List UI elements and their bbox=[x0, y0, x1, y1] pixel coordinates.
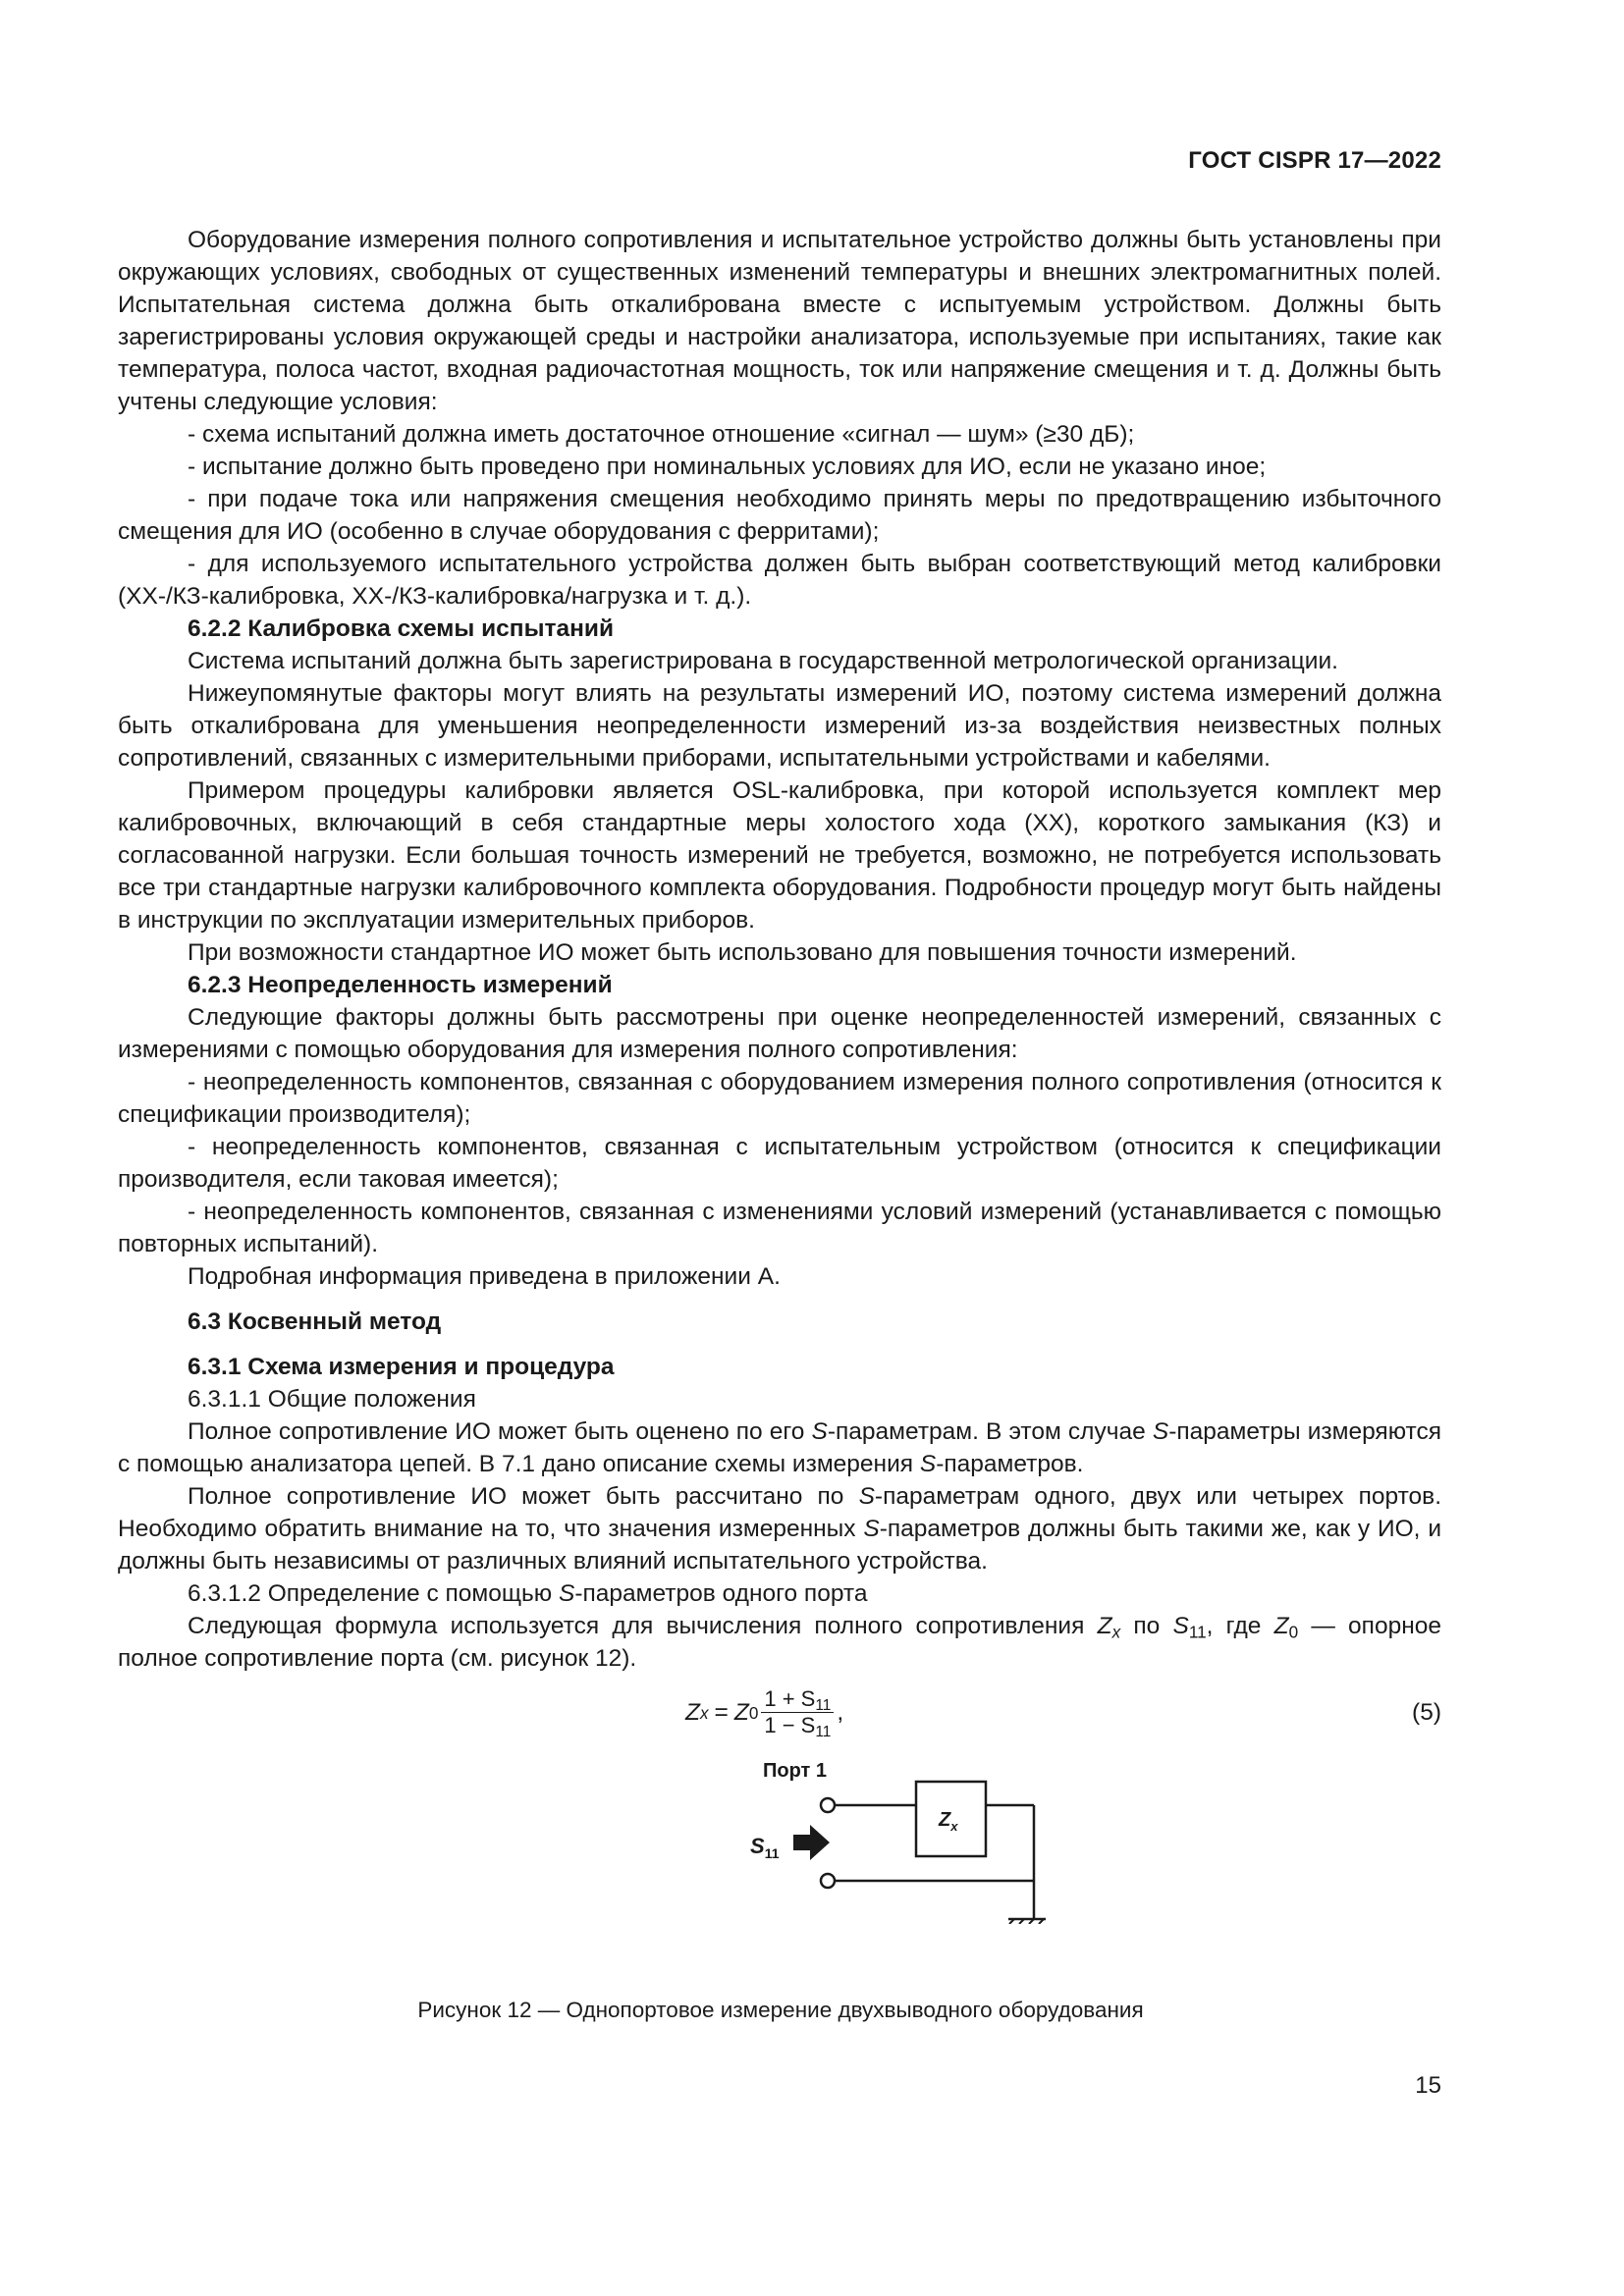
fraction: $\frac{1 + S_{11}}{1 - S_{11}}$ bbox=[761, 1686, 834, 1738]
list-item: - для используемого испытательного устройства должен быть выбран соответствующий метод калибровки (XX-/КЗ-калибровка, XX-/КЗ-калибровка/нагрузка и т. д.). bbox=[118, 551, 1441, 610]
figure-12 bbox=[118, 1747, 1441, 1924]
list-item: - неопределенность компонентов, связанная с оборудованием измерения полного сопротивления (относится к спецификации производителя); bbox=[118, 1069, 1441, 1128]
paragraph: Подробная информация приведена в приложении А. bbox=[188, 1263, 781, 1290]
equation-number: (5) bbox=[1412, 1699, 1441, 1726]
section-heading-6-2-2: 6.2.2 Калибровка схемы испытаний bbox=[188, 615, 615, 642]
figure-caption: Рисунок 12 — Однопортовое измерение двухвыводного оборудования bbox=[417, 1998, 1144, 2022]
paragraph: Нижеупомянутые факторы могут влиять на результаты измерений ИО, поэтому система измерений должна быть откалибрована для уменьшения неопределенности измерений из-за воздействия неизвестных полных сопротивлений, связанных с измерительными приборами, испытательными устройствами и кабелями. bbox=[118, 680, 1441, 772]
paragraph: Полное сопротивление ИО может быть рассчитано по S-параметрам одного, двух или четырех портов. Необходимо обратить внимание на то, что значения измеренных S-параметров должны быть такими же, как у ИО, и должны быть независимы от различных влияний испытательного устройства. bbox=[118, 1483, 1442, 1575]
document-header: ГОСТ CISPR 17—2022 bbox=[1188, 147, 1441, 174]
one-port-diagram bbox=[619, 1747, 1110, 1924]
subsection-heading-6-3-1-1: 6.3.1.1 Общие положения bbox=[188, 1386, 476, 1413]
port-terminal-lower bbox=[821, 1874, 835, 1888]
paragraph: Оборудование измерения полного сопротивления и испытательное устройство должны быть установлены при окружающих условиях, свободных от существенных изменений температуры и внешних электромагнитных полей. Испытательная система должна быть откалибрована вместе с испытуемым устройством. Должны быть зарегистрированы условия окружающей среды и настройки анализатора, используемые при испытаниях, такие как температура, полоса частот, входная радиочастотная мощность, ток или напряжение смещения и т. д. Должны быть учтены следующие условия: bbox=[118, 227, 1441, 415]
list-item: - при подаче тока или напряжения смещения необходимо принять меры по предотвращению избыточного смещения для ИО (особенно в случае оборудования с ферритами); bbox=[118, 486, 1441, 545]
port-terminal-upper bbox=[821, 1798, 835, 1812]
subsection-heading-6-3-1-2: 6.3.1.2 Определение с помощью S-параметров одного порта bbox=[188, 1580, 868, 1607]
list-item: - схема испытаний должна иметь достаточное отношение «сигнал — шум» (≥30 дБ); bbox=[188, 421, 1135, 448]
paragraph: Следующие факторы должны быть рассмотрены при оценке неопределенностей измерений, связанных с измерениями с помощью оборудования для измерения полного сопротивления: bbox=[118, 1004, 1441, 1063]
paragraph: При возможности стандартное ИО может быть использовано для повышения точности измерений. bbox=[188, 939, 1297, 966]
section-heading-6-2-3: 6.2.3 Неопределенность измерений bbox=[188, 972, 613, 998]
page-number: 15 bbox=[1415, 2072, 1441, 2099]
paragraph: Примером процедуры калибровки является OSL-калибровка, при которой используется комплект мер калибровочных, включающий в себя стандартные меры холостого хода (XX), короткого замыкания (КЗ) и согласованной нагрузки. Если большая точность измерений не требуется, возможно, не потребуется использовать все три стандартные нагрузки калибровочного комплекта оборудования. Подробности процедур могут быть найдены в инструкции по эксплуатации измерительных приборов. bbox=[118, 777, 1441, 934]
list-item: - неопределенность компонентов, связанная с изменениями условий измерений (устанавливается с помощью повторных испытаний). bbox=[118, 1199, 1441, 1257]
equation-5 bbox=[118, 1682, 1441, 1747]
section-heading-6-3: 6.3 Косвенный метод bbox=[188, 1308, 442, 1335]
list-item: - неопределенность компонентов, связанная с испытательным устройством (относится к спецификации производителя, если таковая имеется); bbox=[118, 1134, 1441, 1193]
impedance-label: $Z_x$ bbox=[939, 1809, 958, 1834]
port-label: Порт 1 bbox=[763, 1760, 828, 1782]
s11-label: $S_{11}$ bbox=[750, 1834, 780, 1861]
paragraph: Система испытаний должна быть зарегистрирована в государственной метрологической организации. bbox=[188, 648, 1338, 674]
paragraph: Следующая формула используется для вычисления полного сопротивления $Z_x$ по $S_{11}$, где $Z_0$ — опорное полное сопротивление порта (см. рисунок 12). bbox=[118, 1613, 1441, 1672]
list-item: - испытание должно быть проведено при номинальных условиях для ИО, если не указано иное; bbox=[188, 454, 1267, 480]
paragraph: Полное сопротивление ИО может быть оценено по его S-параметрам. В этом случае S-параметры измеряются с помощью анализатора цепей. В 7.1 дано описание схемы измерения S-параметров. bbox=[118, 1418, 1441, 1477]
page-body bbox=[118, 224, 1441, 1924]
impedance-formula: Z x = Z 0 $\frac{1 + S_{11}}{1 - S_{11}}$ , bbox=[685, 1686, 844, 1740]
section-heading-6-3-1: 6.3.1 Схема измерения и процедура bbox=[188, 1354, 615, 1380]
arrow-right-icon bbox=[793, 1825, 830, 1860]
